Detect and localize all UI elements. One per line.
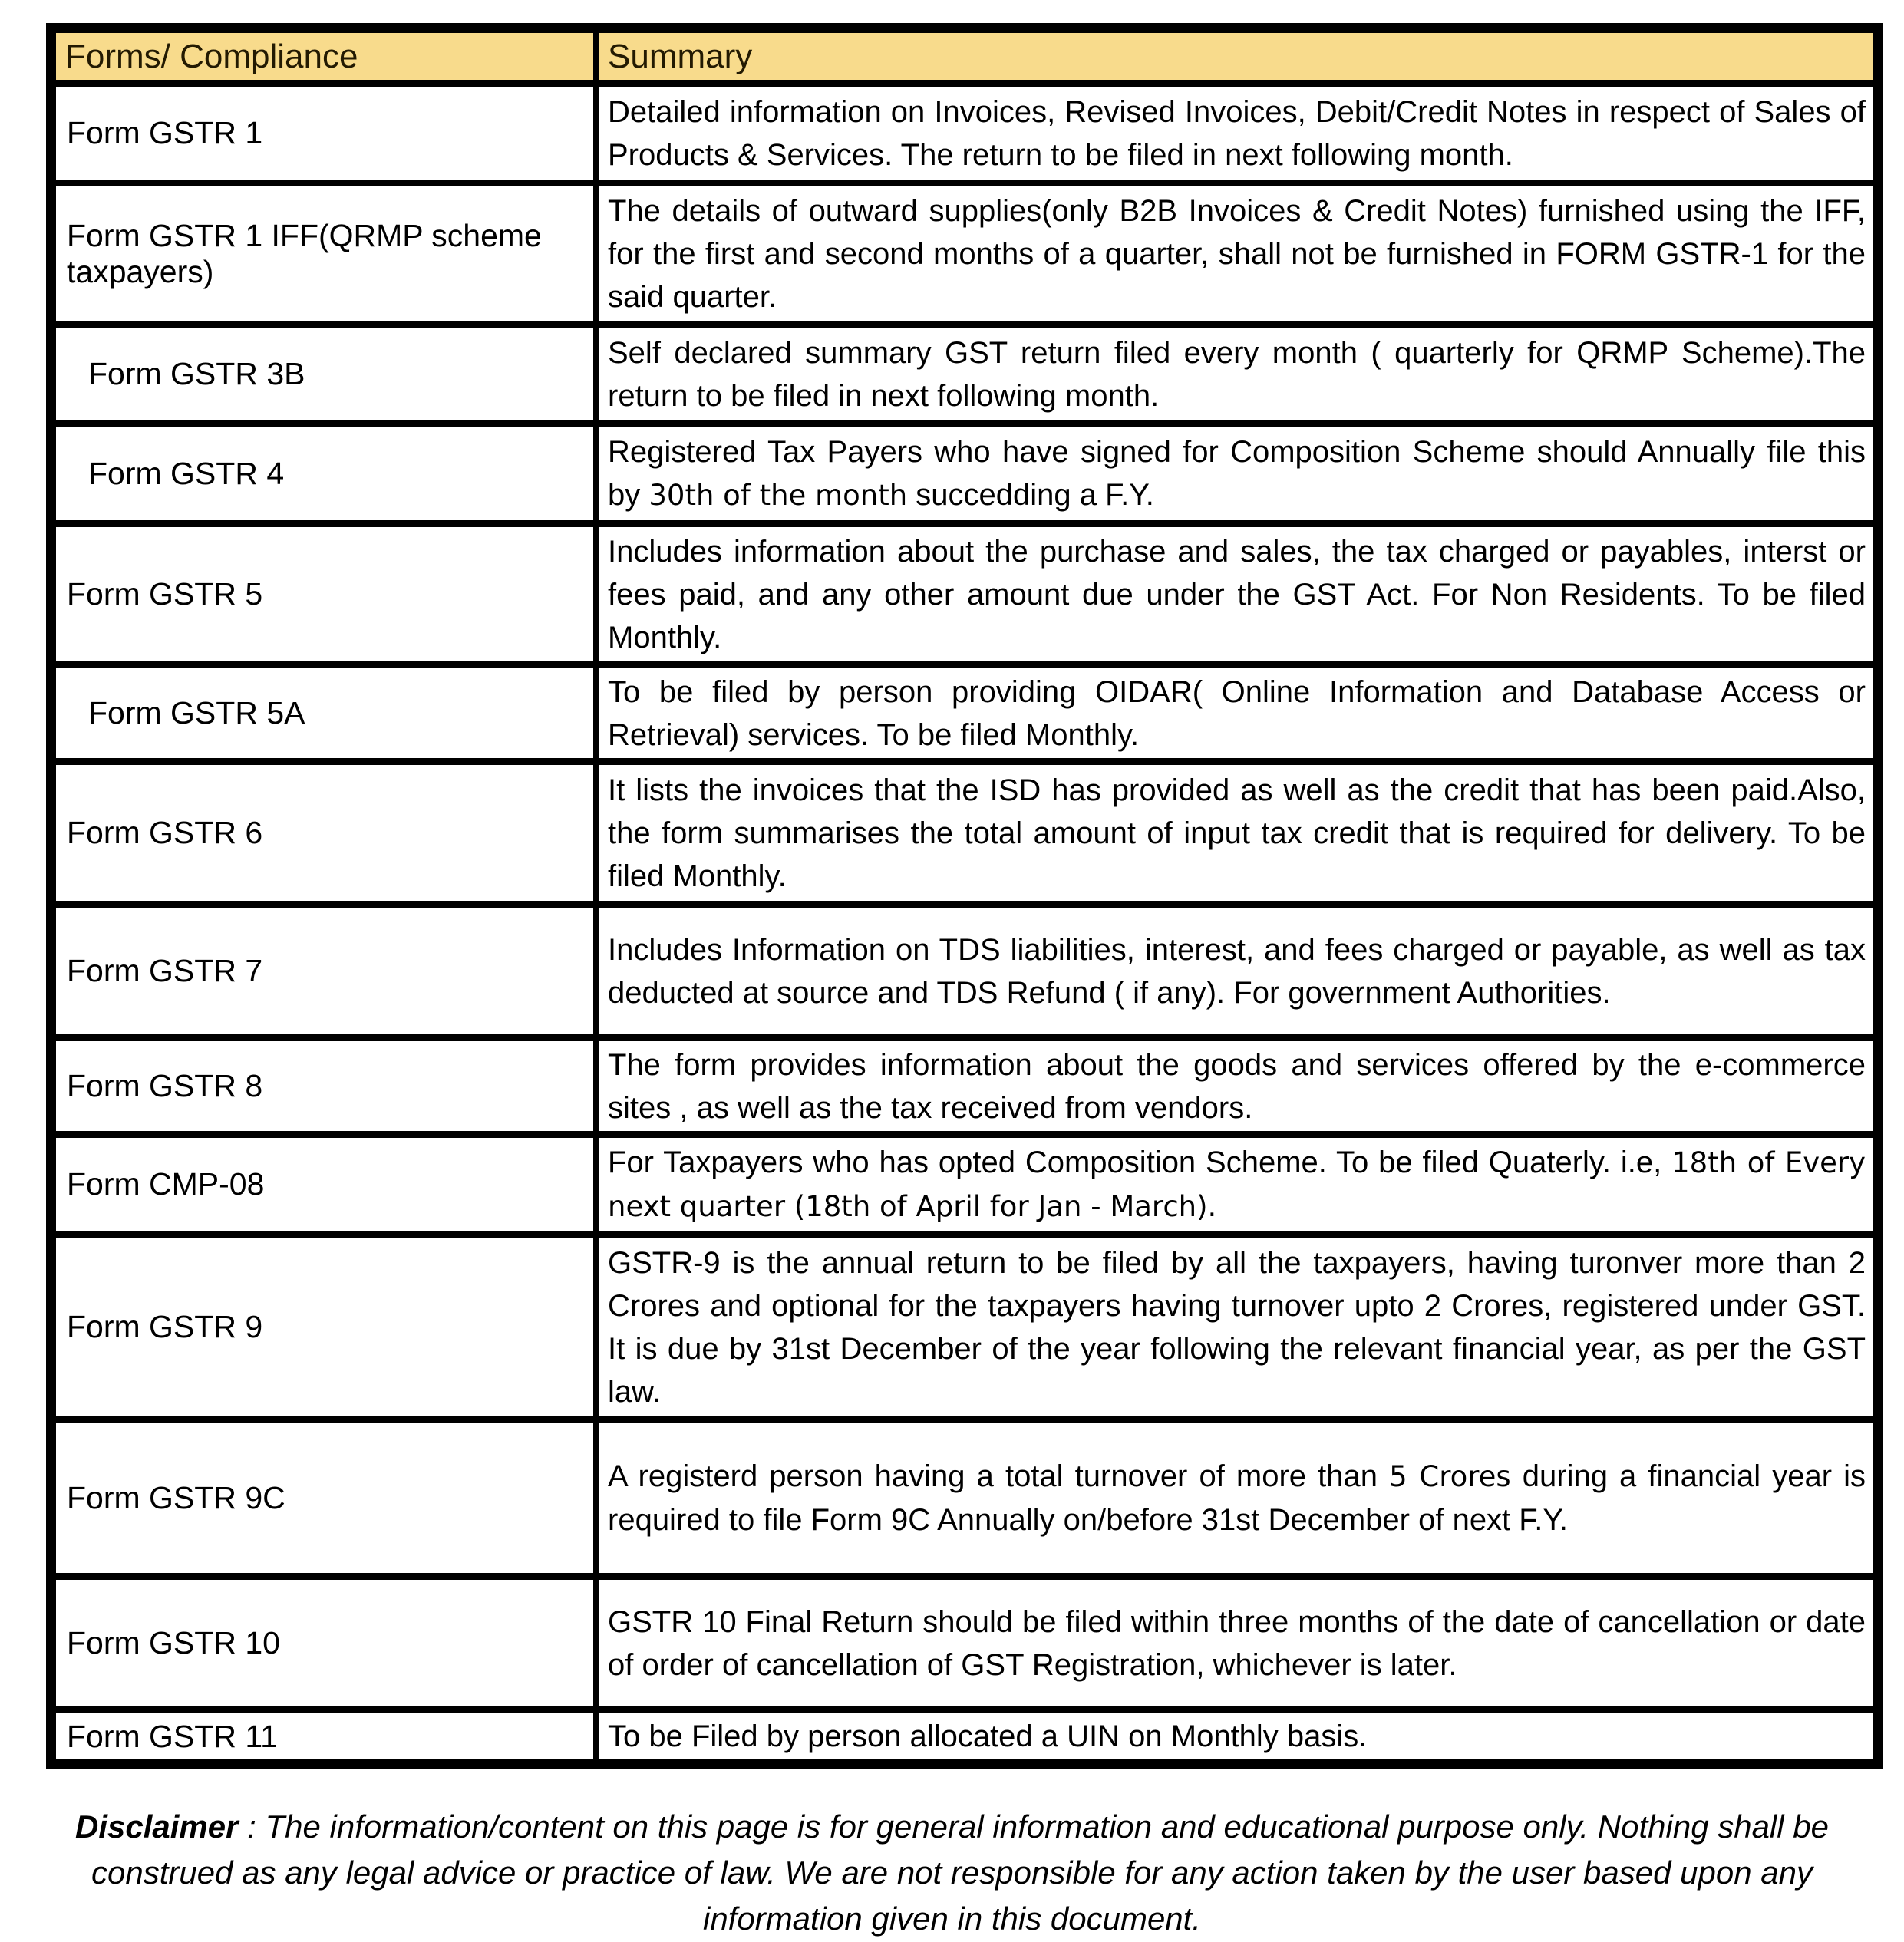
gst-forms-table — [46, 23, 1883, 1769]
summary-text: To be filed by person providing OIDAR( Online Information and Database Access or Retrieval) services. To be filed Monthly. — [608, 674, 1866, 752]
table-body — [51, 84, 1879, 1765]
form-cell: Form GSTR 8 — [51, 1038, 596, 1135]
summary-cell — [596, 1577, 1879, 1710]
table-row — [51, 762, 1879, 905]
summary-text: The details of outward supplies(only B2B Invoices & Credit Notes) furnished using the IFF, for the first and second months of a quarter, shall not be furnished in FORM GSTR-1 for the said quarter. — [608, 193, 1866, 314]
form-cell: Form GSTR 1 — [51, 84, 596, 183]
table-row — [51, 1038, 1879, 1135]
table-row — [51, 1577, 1879, 1710]
form-cell: Form GSTR 10 — [51, 1577, 596, 1710]
summary-cell — [596, 1038, 1879, 1135]
summary-cell — [596, 524, 1879, 665]
table-row — [51, 1135, 1879, 1235]
form-cell: Form GSTR 7 — [51, 905, 596, 1038]
table-row — [51, 665, 1879, 762]
summary-text: Registered Tax Payers who have signed for Composition Scheme should Annually file this by — [608, 435, 1866, 512]
summary-text: GSTR-9 is the annual return to be filed by all the taxpayers, having turonver more than 2 Crores and optional for the taxpayers having turnover upto 2 Crores, registered under GST. It is due by 31st December of the year following the relevant financial year, as per the GST law. — [608, 1245, 1866, 1409]
summary-text: A registerd person having a total turnover of more than — [608, 1459, 1390, 1493]
table-row — [51, 1235, 1879, 1420]
table-row — [51, 325, 1879, 424]
form-cell: Form GSTR 9C — [51, 1420, 596, 1577]
form-cell: Form GSTR 5 — [51, 524, 596, 665]
disclaimer-text: : The information/content on this page is for general information and educational purpose only. Nothing shall be construed as any legal advice or practice of law. We are not responsible for any action taken by the user based upon any information given in this document. — [91, 1808, 1829, 1937]
form-cell: Form GSTR 6 — [51, 762, 596, 905]
table-row — [51, 524, 1879, 665]
summary-cell — [596, 1420, 1879, 1577]
summary-cell — [596, 762, 1879, 905]
summary-cell — [596, 424, 1879, 524]
form-cell: Form GSTR 4 — [51, 424, 596, 524]
summary-cell — [596, 1235, 1879, 1420]
summary-text: GSTR 10 Final Return should be filed within three months of the date of cancellation or date of order of cancellation of GST Registration, whichever is later. — [608, 1604, 1866, 1682]
summary-text: Detailed information on Invoices, Revised Invoices, Debit/Credit Notes in respect of Sales of Products & Services. The return to be filed in next following month. — [608, 94, 1866, 172]
table-row — [51, 424, 1879, 524]
table-row — [51, 1420, 1879, 1577]
table-row — [51, 84, 1879, 183]
summary-text: succedding a F.Y. — [907, 478, 1154, 512]
summary-text: The form provides information about the goods and services offered by the e-commerce sites , as well as the tax received from vendors. — [608, 1047, 1866, 1125]
summary-cell — [596, 1710, 1879, 1765]
summary-text: Self declared summary GST return filed every month ( quarterly for QRMP Scheme).The return to be filed in next following month. — [608, 335, 1866, 413]
summary-text-alt: 18th of Every next quarter (18th of April for Jan - March). — [608, 1146, 1866, 1223]
form-cell: Form GSTR 1 IFF(QRMP scheme taxpayers) — [51, 183, 596, 325]
header-forms-compliance: Forms/ Compliance — [51, 28, 596, 84]
summary-text: during a financial year is required to file Form 9C Annually on/before 31st December of next F.Y. — [608, 1459, 1866, 1537]
summary-text-alt: 30th of the month — [648, 479, 908, 512]
form-cell: Form GSTR 11 — [51, 1710, 596, 1765]
summary-cell — [596, 183, 1879, 325]
form-cell: Form GSTR 3B — [51, 325, 596, 424]
summary-cell — [596, 325, 1879, 424]
form-cell: Form CMP-08 — [51, 1135, 596, 1235]
summary-cell — [596, 84, 1879, 183]
form-cell: Form GSTR 9 — [51, 1235, 596, 1420]
table-row — [51, 1710, 1879, 1765]
summary-text: Includes Information on TDS liabilities, interest, and fees charged or payable, as well as tax deducted at source and TDS Refund ( if any). For government Authorities. — [608, 932, 1866, 1010]
disclaimer-label: Disclaimer — [75, 1808, 239, 1845]
summary-text-alt: 5 Crores — [1389, 1460, 1511, 1493]
summary-cell — [596, 665, 1879, 762]
summary-text: Includes information about the purchase and sales, the tax charged or payables, interst or fees paid, and any other amount due under the GST Act. For Non Residents. To be filed Monthly. — [608, 534, 1866, 654]
table-row — [51, 905, 1879, 1038]
summary-text: For Taxpayers who has opted Composition Scheme. To be filed Quaterly. i.e, — [608, 1145, 1672, 1179]
table-header-row — [51, 28, 1879, 84]
summary-cell — [596, 905, 1879, 1038]
summary-cell — [596, 1135, 1879, 1235]
header-summary: Summary — [596, 28, 1879, 84]
form-cell: Form GSTR 5A — [51, 665, 596, 762]
summary-text: It lists the invoices that the ISD has provided as well as the credit that has been paid.Also, the form summarises the total amount of input tax credit that is required for delivery. To be filed Monthly. — [608, 773, 1866, 893]
table-row — [51, 183, 1879, 325]
summary-text: To be Filed by person allocated a UIN on Monthly basis. — [608, 1719, 1368, 1753]
disclaimer — [46, 1804, 1858, 1942]
